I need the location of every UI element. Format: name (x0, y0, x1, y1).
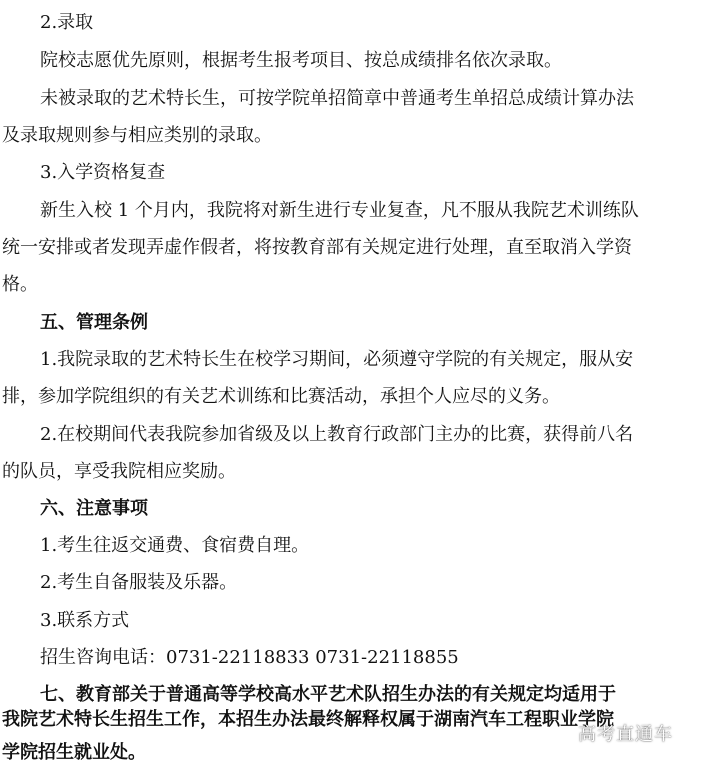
section-heading-management: 五、管理条例 (40, 312, 148, 333)
management-item1-line2: 排，参加学院组织的有关艺术训练和比赛活动，承担个人应尽的义务。 (2, 386, 560, 407)
paragraph-recheck-line3: 格。 (2, 274, 38, 295)
management-item1-line1: 1.我院录取的艺术特长生在校学习期间，必须遵守学院的有关规定，服从安 (40, 349, 634, 370)
paragraph-recheck-line2: 统一安排或者发现弄虚作假者，将按教育部有关规定进行处理，直至取消入学资 (2, 237, 632, 258)
notes-item-expenses: 1.考生往返交通费、食宿费自理。 (40, 535, 310, 556)
final-clause-line3: 学院招生就业处。 (2, 742, 146, 763)
section-heading-admission: 2.录取 (40, 12, 94, 33)
section-heading-recheck: 3.入学资格复查 (40, 162, 166, 183)
paragraph-admission-principle: 院校志愿优先原则，根据考生报考项目、按总成绩排名依次录取。 (40, 50, 562, 71)
notes-item-contact-heading: 3.联系方式 (40, 610, 130, 631)
management-item2-line1: 2.在校期间代表我院参加省级及以上教育行政部门主办的比赛，获得前八名 (40, 424, 634, 445)
management-item2-line2: 的队员，享受我院相应奖励。 (2, 461, 236, 482)
paragraph-recheck-line1: 新生入校 1 个月内，我院将对新生进行专业复查，凡不服从我院艺术训练队 (40, 200, 639, 221)
contact-phone-numbers: 招生咨询电话：0731-22118833 0731-22118855 (40, 647, 459, 668)
paragraph-admission-fallback-line1: 未被录取的艺术特长生，可按学院单招简章中普通考生单招总成绩计算办法 (40, 88, 634, 109)
final-clause-line2: 我院艺术特长生招生工作，本招生办法最终解释权属于湖南汽车工程职业学院 (2, 709, 614, 730)
paragraph-admission-fallback-line2: 及录取规则参与相应类别的录取。 (2, 125, 272, 146)
final-clause-line1: 七、教育部关于普通高等学校高水平艺术队招生办法的有关规定均适用于 (40, 684, 616, 705)
section-heading-notes: 六、注意事项 (40, 498, 148, 519)
watermark-text: 高考直通车 (578, 724, 673, 745)
notes-item-costume: 2.考生自备服装及乐器。 (40, 572, 238, 593)
